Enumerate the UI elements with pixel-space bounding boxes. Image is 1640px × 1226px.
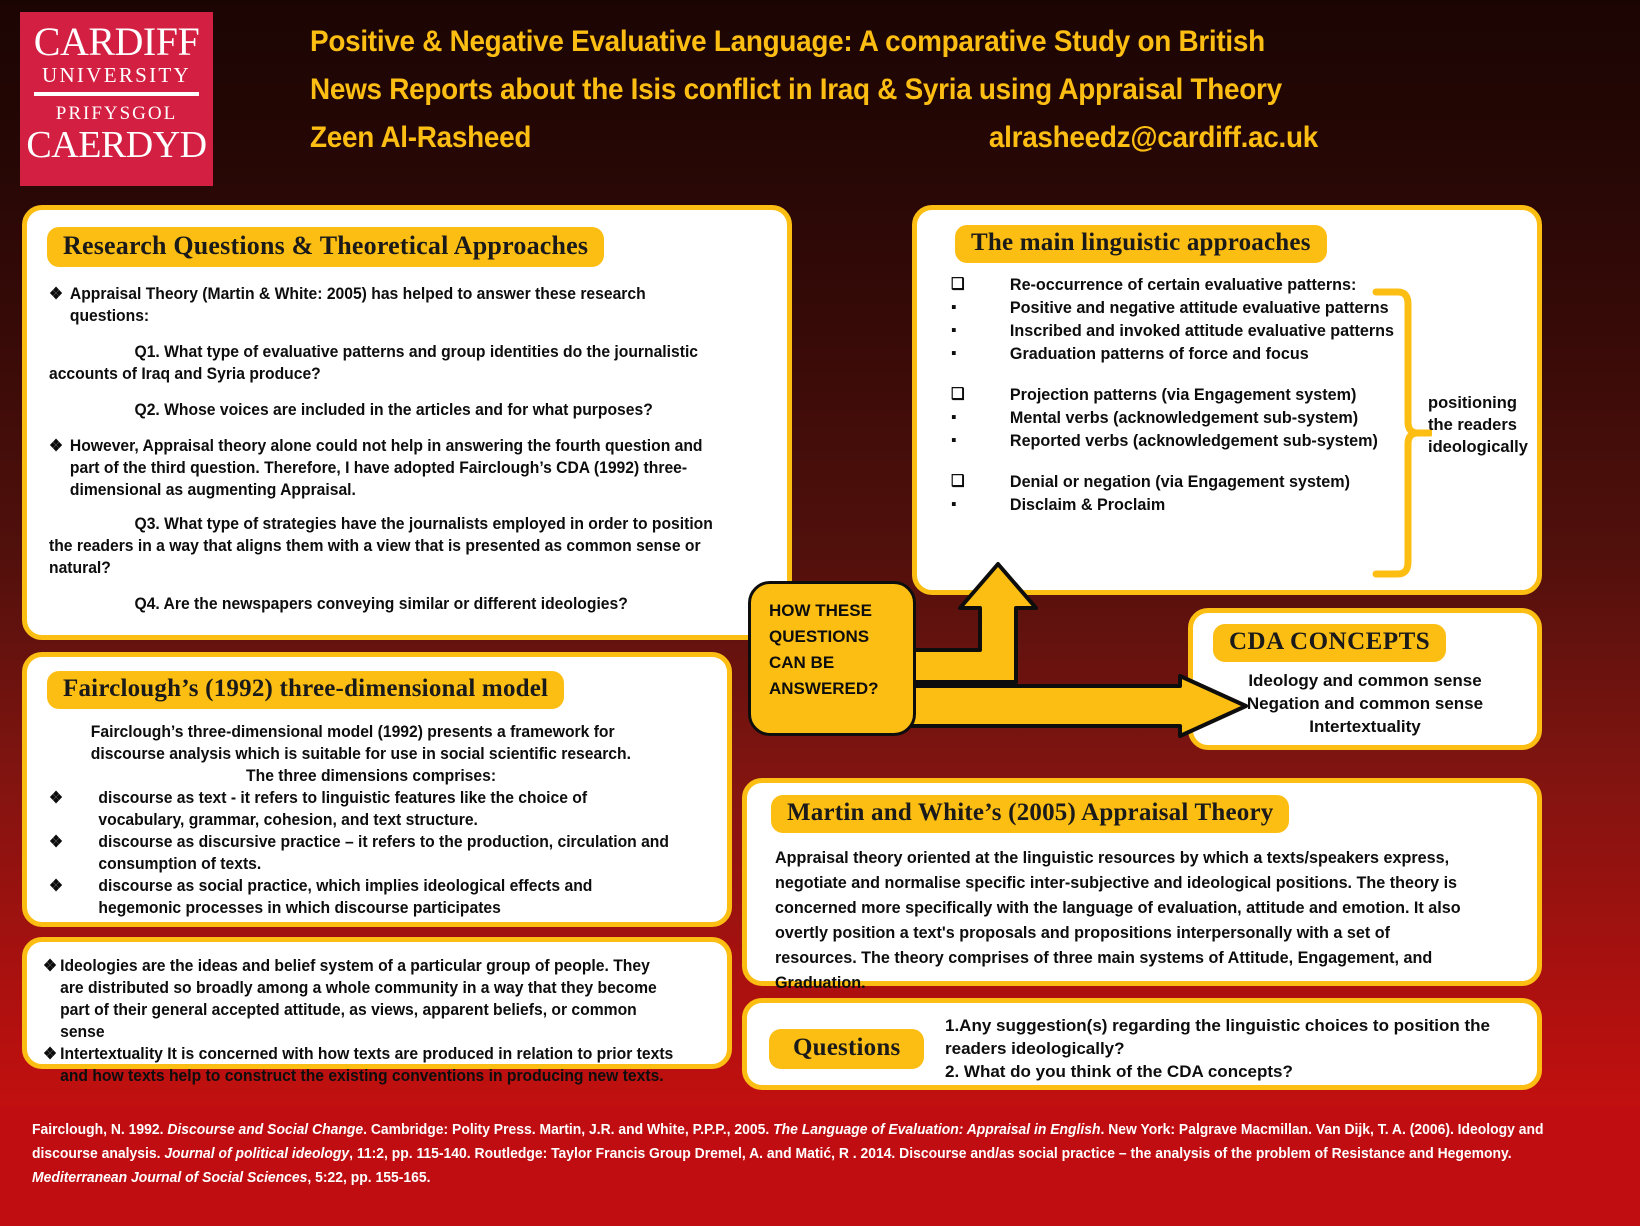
ref2-part-b: , 11:2, pp. 115-140. Routledge: Taylor Francis Group Dremel, A. and Matić, R . 2014. Discourse and/as social practice – the analysis of the problem of Resistance and Hegemony.	[349, 1146, 1512, 1162]
logo-line-caerdydd: CAERDYD	[26, 124, 207, 166]
brace-label-line-2: the readers	[1428, 416, 1517, 434]
panel-fairclough-model-title: Fairclough’s (1992) three-dimensional model	[47, 671, 564, 709]
logo-divider	[34, 92, 199, 96]
panel-cda-concepts-content	[1205, 669, 1525, 738]
reference-line-2	[32, 1142, 1551, 1166]
hollow-square-bullet-icon: ❑	[951, 386, 965, 403]
hollow-square-bullet-icon: ❑	[951, 276, 965, 293]
research-question-q2: Q2. Whose voices are included in the articles and for what purposes?	[134, 401, 653, 419]
ideologies-item-text: Ideologies are the ideas and belief system of a particular group of people. They are distributed so broadly among a whole community in a way that they become part of their general accepted attitude, as views, apparent beliefs, or common sense	[60, 957, 657, 1041]
research-question-q1: Q1. What type of evaluative patterns and group identities do the journalistic accounts of Iraq and Syria produce?	[49, 343, 699, 383]
cda-concept-item: Intertextuality	[1309, 717, 1421, 736]
ref1-part-b: . Cambridge: Polity Press. Martin, J.R. and White, P.P.P., 2005.	[363, 1122, 774, 1138]
filled-square-bullet-icon: ▪	[951, 409, 957, 426]
curly-brace-icon	[1372, 288, 1432, 578]
panel-martin-white-appraisal-theory	[742, 778, 1542, 992]
callout-how-these-questions-answered	[748, 581, 916, 736]
fairclough-item-text: discourse as text - it refers to linguistic features like the choice of vocabulary, grammar, cohesion, and text structure.	[98, 789, 588, 829]
callout-text	[769, 598, 913, 702]
research-question-q4: Q4. Are the newspapers conveying similar or different ideologies?	[134, 595, 628, 613]
fairclough-item	[49, 875, 674, 919]
linguistic-subitem-text: Inscribed and invoked attitude evaluative patterns	[1009, 321, 1395, 340]
ideologies-item	[43, 1043, 676, 1087]
research-bullet-2	[49, 435, 729, 501]
linguistic-subitem-text: Positive and negative attitude evaluative patterns	[1009, 298, 1389, 317]
ideologies-item-text: Intertextuality It is concerned with how texts are produced in relation to prior texts and how texts help to construct the existing conventions in producing new texts.	[60, 1045, 674, 1085]
author-email[interactable]: alrasheedz@cardiff.ac.uk	[988, 121, 1319, 154]
callout-line-4: ANSWERED?	[769, 679, 879, 698]
fairclough-intro: Fairclough’s three-dimensional model (1992) presents a framework for discourse analysis which is suitable for use in social scientific research.	[90, 723, 631, 763]
panel-fairclough-model	[22, 652, 732, 927]
panel-cda-concepts-title: CDA CONCEPTS	[1213, 624, 1446, 662]
diamond-bullet-icon: ❖	[49, 285, 64, 303]
ref1-part-a: Fairclough, N. 1992.	[32, 1122, 168, 1138]
callout-line-1: HOW THESE	[769, 601, 872, 620]
panel-research-questions-content	[49, 283, 729, 615]
linguistic-group-head-text: Re-occurrence of certain evaluative patterns:	[1009, 275, 1357, 294]
brace-label-line-1: positioning	[1428, 394, 1517, 412]
fairclough-item	[49, 787, 674, 831]
filled-square-bullet-icon: ▪	[951, 432, 957, 449]
filled-square-bullet-icon: ▪	[951, 299, 957, 316]
linguistic-subitem-text: Mental verbs (acknowledgement sub-system)	[1009, 408, 1359, 427]
poster-title-line-2: News Reports about the Isis conflict in Iraq & Syria using Appraisal Theory	[310, 73, 1282, 106]
diamond-bullet-icon: ❖	[49, 437, 64, 455]
research-question-q3: Q3. What type of strategies have the journalists employed in order to position the readers in a way that aligns them with a view that is presented as common sense or natural?	[49, 515, 713, 577]
callout-line-2: QUESTIONS	[769, 627, 870, 646]
panel-linguistic-approaches-title: The main linguistic approaches	[955, 225, 1327, 263]
ref3-italic-1: Mediterranean Journal of Social Sciences	[32, 1170, 308, 1186]
research-bullet-2-text: However, Appraisal theory alone could not help in answering the fourth question and part of the third question. Therefore, I have adopted Fairclough’s CDA (1992) three-dimensional as augmenting Appraisal.	[69, 437, 703, 499]
fairclough-item-text: discourse as social practice, which implies ideological effects and hegemonic processes in which discourse participates	[98, 877, 593, 917]
audience-question-1: 1.Any suggestion(s) regarding the linguistic choices to position the readers ideologically?	[945, 1016, 1490, 1058]
panel-questions-title: Questions	[769, 1029, 924, 1069]
diamond-bullet-icon: ❖	[43, 957, 58, 975]
ref1-italic-2: The Language of Evaluation: Appraisal in English	[773, 1122, 1101, 1138]
author-name: Zeen Al-Rasheed	[310, 121, 532, 154]
cda-concept-item: Negation and common sense	[1246, 694, 1484, 713]
reference-line-3	[32, 1166, 1551, 1190]
filled-square-bullet-icon: ▪	[951, 322, 957, 339]
panel-fairclough-model-content	[49, 721, 674, 919]
ref3-part-b: , 5:22, pp. 155-165.	[307, 1170, 431, 1186]
panel-martin-white-title: Martin and White’s (2005) Appraisal Theory	[771, 795, 1289, 833]
linguistic-group-head-text: Denial or negation (via Engagement system)	[1009, 472, 1351, 491]
panel-martin-white-body: Appraisal theory oriented at the linguistic resources by which a texts/speakers express, negotiate and normalise specific inter-subjective and ideological positions. The theory is concerned more specifically with the language of evaluation, attitude and emotion. It also overtly position a text's proposals and propositions interpersonally with a set of resources. The theory comprises of three main systems of Attitude, Engagement, and Graduation.	[775, 848, 1461, 992]
author-row	[310, 114, 1528, 162]
research-bullet-1	[49, 283, 729, 327]
research-bullet-1-text: Appraisal Theory (Martin & White: 2005) has helped to answer these research questions:	[69, 285, 646, 325]
ideologies-item	[43, 955, 676, 1043]
hollow-square-bullet-icon: ❑	[951, 473, 965, 490]
references-footer	[0, 1106, 1640, 1226]
cda-concept-item: Ideology and common sense	[1248, 671, 1482, 690]
brace-label-line-3: ideologically	[1428, 438, 1528, 456]
brace-label-positioning-readers	[1428, 392, 1548, 458]
ref1-italic-1: Discourse and Social Change	[167, 1122, 364, 1138]
poster-header	[0, 0, 1640, 190]
ref1-part-c: . New York: Palgrave Macmillan. Van Dijk, T. A. (2006). Ideology and	[1100, 1122, 1544, 1138]
panel-questions-content	[945, 1014, 1521, 1083]
fairclough-item	[49, 831, 674, 875]
panel-research-questions-title: Research Questions & Theoretical Approaches	[47, 227, 604, 267]
filled-square-bullet-icon: ▪	[951, 496, 957, 513]
diamond-bullet-icon: ❖	[49, 833, 64, 851]
filled-square-bullet-icon: ▪	[951, 345, 957, 362]
panel-research-questions	[22, 205, 792, 640]
linguistic-group-head-text: Projection patterns (via Engagement system)	[1009, 385, 1357, 404]
ref2-italic-1: Journal of political ideology	[164, 1146, 350, 1162]
diamond-bullet-icon: ❖	[49, 877, 64, 895]
poster-title-line-1: Positive & Negative Evaluative Language: A comparative Study on British	[310, 25, 1265, 58]
ref2-part-a: discourse analysis.	[32, 1146, 165, 1162]
linguistic-subitem-text: Reported verbs (acknowledgement sub-system)	[1009, 431, 1378, 450]
panel-questions	[742, 998, 1542, 1090]
logo-line-university: UNIVERSITY	[42, 63, 191, 87]
linguistic-subitem-text: Disclaim & Proclaim	[1009, 495, 1166, 514]
logo-line-cardiff: CARDIFF	[33, 19, 200, 64]
diamond-bullet-icon: ❖	[49, 789, 64, 807]
audience-question-2: 2. What do you think of the CDA concepts?	[945, 1062, 1293, 1081]
fairclough-subhead: The three dimensions comprises:	[246, 767, 497, 785]
poster-title-block	[310, 18, 1620, 162]
reference-line-1	[32, 1118, 1551, 1142]
linguistic-subitem-text: Graduation patterns of force and focus	[1009, 344, 1309, 363]
arrow-right-icon	[880, 672, 1250, 740]
logo-line-prifysgol: PRIFYSGOL	[55, 103, 178, 124]
cardiff-university-logo	[20, 12, 213, 186]
panel-ideologies-content	[43, 955, 676, 1087]
panel-ideologies	[22, 937, 732, 1085]
callout-line-3: CAN BE	[769, 653, 835, 672]
fairclough-item-text: discourse as discursive practice – it refers to the production, circulation and consumption of texts.	[98, 833, 669, 873]
diamond-bullet-icon: ❖	[43, 1045, 58, 1063]
